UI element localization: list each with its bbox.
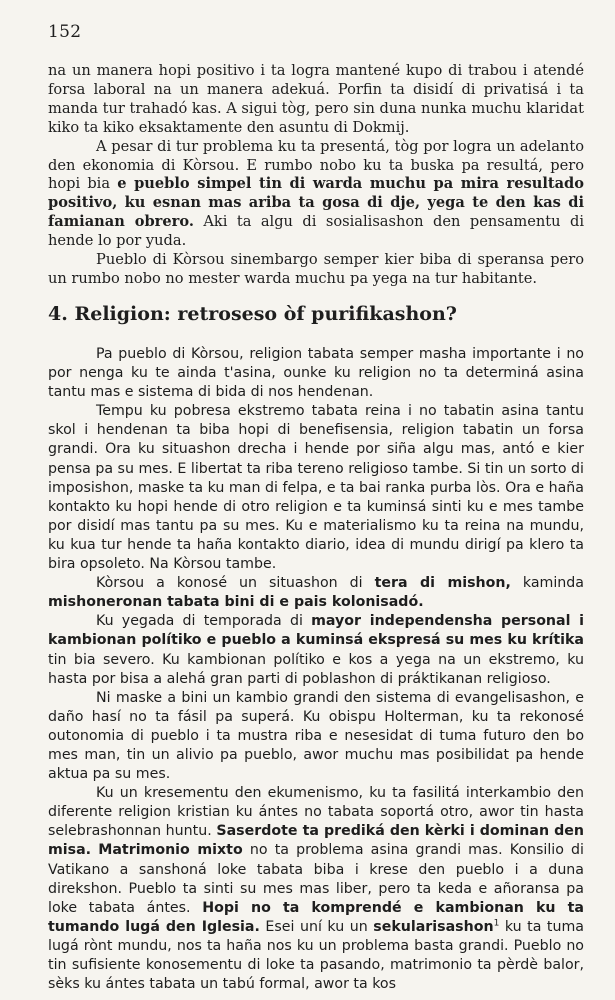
page-number: 152 [48,22,82,42]
paragraph-poverty-and-freedom: Tempu ku pobresa ekstremo tabata reina i no tabatin asina tantu skol i hendenan ta biba hopi di benefisensia, religion tabatin un forsa grandi. Ora ku situashon drecha i hende por siña algu mas, antó e kier pensa pa su mes. E libertat ta riba tereno religioso tambe. Si tin un sorto di imposishon, maske ta ku man di felpa, e ta bai ranka purba lòs. Ora e haña kontakto ku hopi hende di otro religion e ta kuminsá sinti ku e mes tambe por disidí mas tantu pa su mes. Ku e materialismo ku ta reina na mundu, ku kua tur hende ta haña kontakto diario, idea di mundu dirigí pa klero ta bira opsoleto. Na Kòrsou tambe. [48,403,584,573]
paragraph-independence [48,612,584,688]
bold-emphasis: sekularisashon [373,918,494,935]
paragraph-evangelization: Ni maske a bini un kambio grandi den sistema di evangelisashon, e daño hasí no ta fásil pa superá. Ku obispu Holterman, ku ta rekonosé outonomia di pueblo i ta mustra riba e nesesidat di tuma futuro den bo mes man, tin un alivio pa pueblo, awor muchu mas posibilidat pa hende aktua pa su mes. [48,689,584,783]
section-heading: 4. Religion: retroseso òf purifikashon? [48,303,457,325]
footnote-marker[interactable]: 1 [493,918,500,929]
bold-emphasis: e pueblo simpel tin di warda muchu pa mira resultado positivo, ku esnan mas ariba ta gosa di dje, yega te den kas di famianan obrero. [48,175,584,231]
text-run: Esei uní ku un [259,918,374,935]
economy-section [48,62,584,289]
bold-emphasis: Saserdote ta prediká den kèrki i dominan den misa. [48,823,584,859]
text-run: Ku yegada di temporada di [96,613,312,630]
bold-emphasis: mishoneronan tabata bini di e pais kolonisadó. [48,594,424,611]
text-run: kaminda [510,575,584,592]
text-run: Aki ta algu di sosialisashon den pensamentu di hende lo por yuda. [48,213,585,250]
religion-section [48,345,584,994]
paragraph-ecumenism [48,784,584,994]
paragraph-privatization: na un manera hopi positivo i ta logra mantené kupo di trabou i atendé forsa laboral na un manera adekuá. Porfin ta disidí di privatisá i ta manda tur trahadó kas. A sigui tòg, pero sin duna nunka muchu klaridat kiko ta kiko eksaktamente den asuntu di Dokmij. [48,62,584,136]
text-run: no ta problema asina grandi mas. Konsilio di Vatikano a sanshoná loke tabata biba i krese den pueblo i a duna direkshon. Pueblo ta sinti su mes mas liber, pero ta keda e añoransa pa loke tabata ántes. [48,842,584,916]
bold-emphasis: tera di mishon, [374,575,511,592]
paragraph-religion-importance: Pa pueblo di Kòrsou, religion tabata semper masha importante i no por nenga ku te ainda t'asina, ounke ku religion no ta determiná asina tantu mas e sistema di bida di nos hendenan. [48,346,584,401]
text-run: Kòrsou a konosé un situashon di [96,575,375,592]
text-run: ku ta tuma lugá rònt mundu, nos ta haña nos ku un problema basta grandi. Pueblo no tin sufisiente konosementu di loke ta pasando, matrimonio ta pèrdè balor, sèks ku ántes tabata un tabú formal, awor ta kos [48,918,584,993]
bold-emphasis: mayor independensha personal i kambionan polítiko e pueblo a kuminsá ekspresá su mes ku krítika [48,613,584,649]
text-run: tin bia severo. Ku kambionan polítiko e kos a yega na un ekstremo, ku hasta por bisa a alehá gran parti di poblashon di práktikanan religioso. [48,651,584,687]
bold-emphasis: Matrimonio mixto [98,842,243,859]
text-run: A pesar di tur problema ku ta presentá, tòg por logra un adelanto den ekonomia di Kòrsou. E rumbo nobo ku ta buska pa resultá, pero hopi bia [48,137,584,193]
paragraph-economic-progress [48,138,584,251]
bold-emphasis: Hopi no ta komprendé e kambionan ku ta tumando lugá den Iglesia. [48,899,584,935]
paragraph-hope: Pueblo di Kòrsou sinembargo semper kier biba di speransa pero un rumbo nobo no mester warda muchu pa yega na tur habitante. [48,251,584,287]
paragraph-mission-land [48,574,584,612]
text-run: Ku un kresementu den ekumenismo, ku ta fasilitá interkambio den diferente religion kristian ku ántes no tabata soportá otro, awor tin hasta selebrashonnan huntu. [48,785,584,840]
